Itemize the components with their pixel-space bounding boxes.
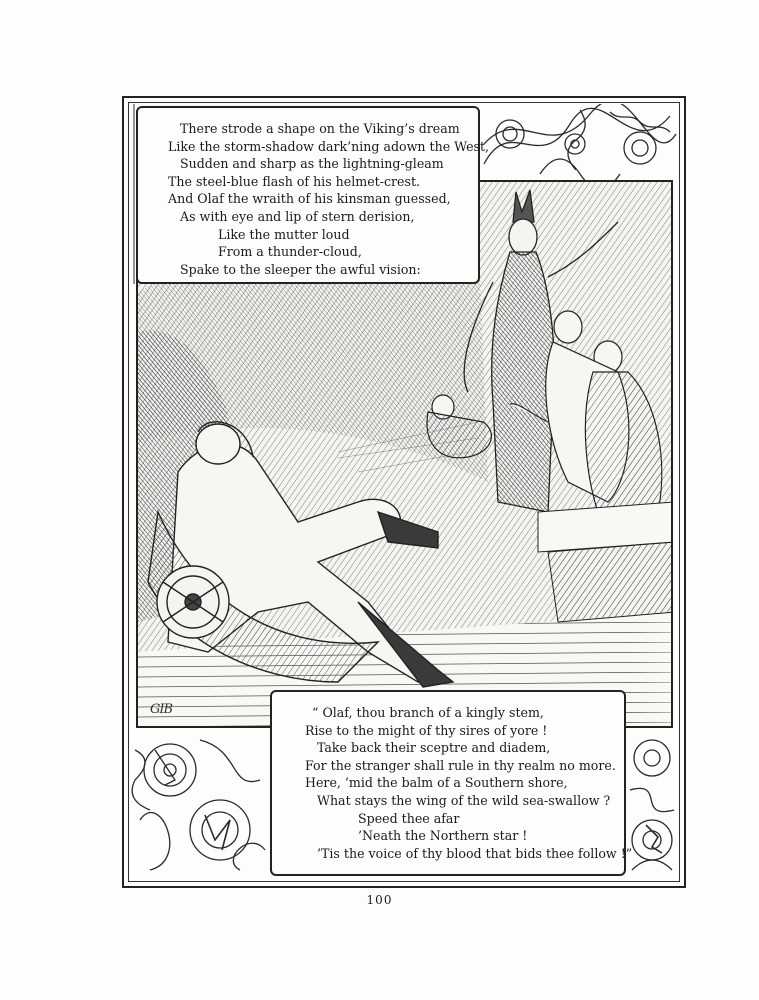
verse-line: Here, ’mid the balm of a Southern shore, <box>305 775 568 791</box>
verse-bottom-panel <box>270 690 633 876</box>
verse-line: From a thunder-cloud, <box>218 244 362 260</box>
celtic-knot-ornament-top-right <box>480 104 678 180</box>
celtic-knot-ornament-bottom-left <box>130 730 270 880</box>
verse-line: Take back their sceptre and diadem, <box>317 740 551 756</box>
verse-line: There strode a shape on the Viking’s dream <box>180 121 460 136</box>
verse-top-panel <box>136 106 490 284</box>
verse-line: Like the mutter loud <box>218 226 350 242</box>
verse-line: Speed thee afar <box>358 810 460 826</box>
verse-line: Spake to the sleeper the awful vision: <box>180 261 421 277</box>
verse-line: As with eye and lip of stern derision, <box>180 208 415 224</box>
verse-line: For the stranger shall rule in thy realm no more. <box>305 757 616 773</box>
verse-line: Like the storm-shadow dark’ning adown the West, <box>168 138 490 154</box>
round-shield <box>157 566 229 638</box>
verse-line: ’Tis the voice of thy blood that bids thee follow !” <box>317 845 633 861</box>
page-number: 100 <box>366 893 393 907</box>
verse-line: What stays the wing of the wild sea-swallow ? <box>317 792 611 808</box>
verse-line: Sudden and sharp as the lightning-gleam <box>180 156 444 172</box>
verse-line: ’Neath the Northern star ! <box>358 828 528 844</box>
verse-line: Rise to the might of thy sires of yore ! <box>305 722 548 738</box>
celtic-knot-ornament-bottom-right <box>626 730 678 880</box>
verse-line: And Olaf the wraith of his kinsman guessed, <box>168 191 451 207</box>
artist-monogram: GIB <box>150 702 173 717</box>
verse-line: “ Olaf, thou branch of a kingly stem, <box>312 705 544 720</box>
verse-line: The steel-blue flash of his helmet-crest. <box>168 173 421 189</box>
